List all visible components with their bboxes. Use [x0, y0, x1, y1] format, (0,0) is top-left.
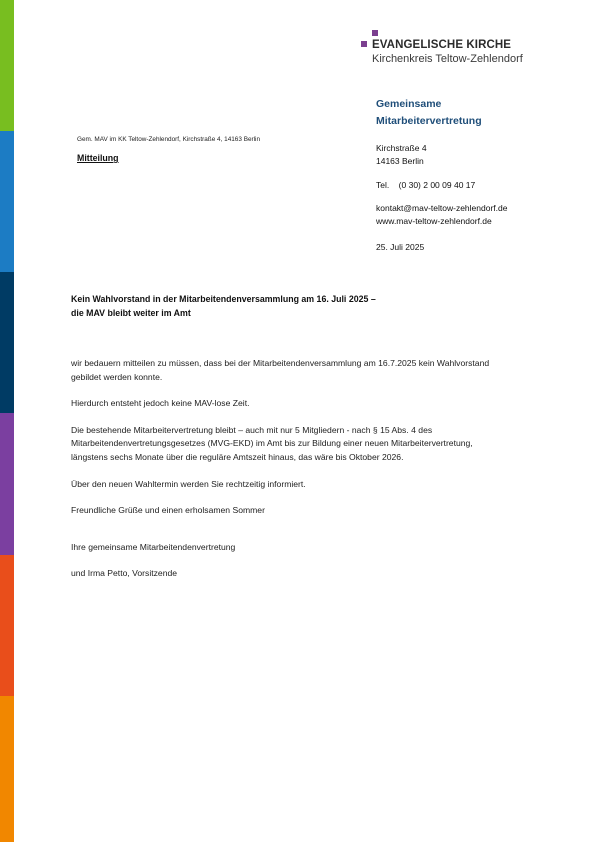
signatory: und Irma Petto, Vorsitzende — [71, 568, 178, 579]
stripe-blue — [0, 131, 14, 272]
organization-line-1: Gemeinsame — [376, 98, 442, 110]
stripe-purple — [0, 413, 14, 555]
letter-body — [71, 357, 511, 581]
cross-square-left — [361, 41, 367, 47]
address-email: kontakt@mav-teltow-zehlendorf.de — [376, 203, 508, 213]
document-type: Mitteilung — [77, 153, 119, 163]
stripe-red-orange — [0, 555, 14, 696]
letter-date: 25. Juli 2025 — [376, 242, 425, 252]
color-stripe-bar — [0, 0, 14, 842]
subject — [71, 292, 376, 320]
subject-line-1: Kein Wahlvorstand in der Mitarbeitendenversammlung am 16. Juli 2025 – — [71, 294, 376, 304]
address-block — [376, 142, 427, 168]
stripe-green — [0, 0, 14, 131]
organization-name — [376, 96, 482, 130]
logo-title: EVANGELISCHE KIRCHE — [372, 39, 512, 51]
contact-block — [376, 202, 507, 228]
paragraph-2: Hierdurch entsteht jedoch keine MAV-lose Zeit. — [71, 398, 250, 409]
address-web: www.mav-teltow-zehlendorf.de — [376, 216, 492, 226]
address-city: 14163 Berlin — [376, 156, 424, 166]
stripe-navy — [0, 272, 14, 413]
closing-greeting: Freundliche Grüße und einen erholsamen Sommer — [71, 505, 265, 516]
paragraph-4: Über den neuen Wahltermin werden Sie rechtzeitig informiert. — [71, 478, 306, 489]
paragraph-1: wir bedauern mitteilen zu müssen, dass bei der Mitarbeitendenversammlung am 16.7.2025 kein Wahlvorstand gebildet werden konnte. — [71, 358, 490, 382]
stripe-orange — [0, 696, 14, 842]
address-street: Kirchstraße 4 — [376, 143, 427, 153]
organization-line-2: Mitarbeitervertretung — [376, 115, 482, 127]
cross-square-top — [372, 30, 378, 36]
church-logo — [361, 30, 561, 70]
paragraph-3: Die bestehende Mitarbeitervertretung bleibt – auch mit nur 5 Mitgliedern - nach § 15 Abs. 4 des Mitarbeitendenvertretungsgesetzes (MVG-EKD) im Amt bis zur Bildung einer neuen Mitarbeitervertretung, längstens sechs Monate über die reguläre Amtszeit hinaus, das wäre bis Oktober 2026. — [71, 424, 473, 462]
signature-line: Ihre gemeinsame Mitarbeitendenvertretung — [71, 541, 236, 552]
address-phone: Tel. (0 30) 2 00 09 40 17 — [376, 180, 476, 190]
logo-subtitle: Kirchenkreis Teltow-Zehlendorf — [372, 53, 523, 65]
subject-line-2: die MAV bleibt weiter im Amt — [71, 308, 191, 318]
sender-line: Gem. MAV im KK Teltow-Zehlendorf, Kirchstraße 4, 14163 Berlin — [77, 136, 261, 143]
